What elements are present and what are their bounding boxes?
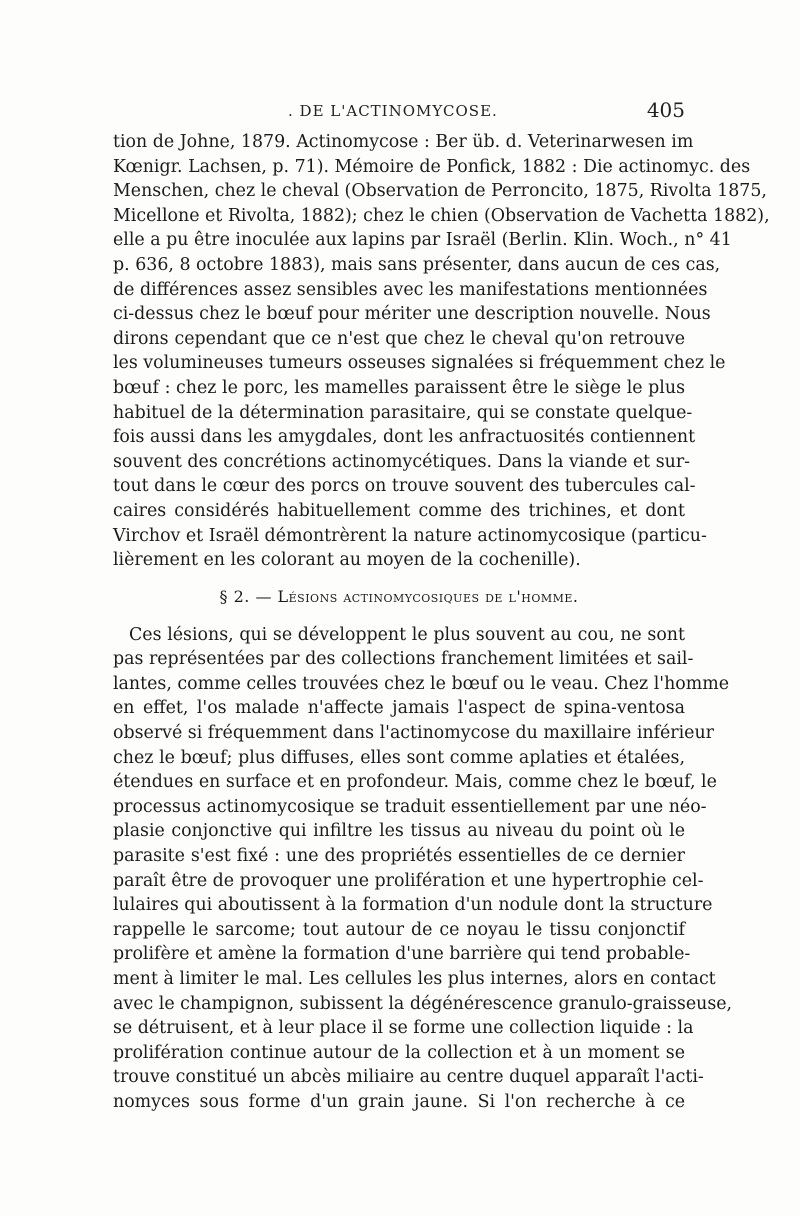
running-header	[113, 98, 685, 124]
text-line: ment à limiter le mal. Les cellules les plus internes, alors en contact	[113, 969, 716, 989]
text-line: avec le champignon, subissent la dégénérescence granulo-graisseuse,	[113, 993, 733, 1014]
text-line: Menschen, chez le cheval (Observation de Perroncito, 1875, Rivolta 1875,	[113, 181, 767, 202]
paragraph-1	[113, 130, 770, 573]
body-text	[113, 130, 770, 1115]
page-number: 405	[646, 98, 685, 122]
text-line: en effet, l'os malade n'affecte jamais l'aspect de spina-ventosa	[113, 698, 685, 719]
text-line: paraît être de provoquer une prolifération et une hypertrophie cel-	[113, 870, 704, 891]
text-line: les volumineuses tumeurs osseuses signalées si fréquemment chez le	[113, 353, 726, 374]
text-line: lulaires qui aboutissent à la formation d'un nodule dont la structure	[113, 895, 713, 916]
text-line: Virchov et Israël démontrèrent la nature actinomycosique (particu-	[113, 525, 707, 546]
text-line: lièrement en les colorant au moyen de la cochenille).	[113, 550, 581, 571]
text-line: tout dans le cœur des porcs on trouve souvent des tubercules cal-	[113, 476, 696, 497]
text-line: fois aussi dans les amygdales, dont les anfractuosités contiennent	[113, 427, 696, 448]
text-line: habituel de la détermination parasitaire, qui se constate quelque-	[113, 402, 693, 423]
text-line: pas représentées par des collections franchement limitées et sail-	[113, 649, 694, 670]
text-line: parasite s'est fixé : une des propriétés essentielles de ce dernier	[113, 846, 685, 867]
text-line: Kœnigr. Lachsen, p. 71). Mémoire de Ponfick, 1882 : Die actinomyc. des	[113, 156, 751, 177]
text-line: prolifération continue autour de la collection et à un moment se	[113, 1042, 685, 1063]
section-heading: § 2. — Lésions actinomycosiques de l'homme.	[219, 586, 579, 606]
text-line: ci-dessus chez le bœuf pour mériter une description nouvelle. Nous	[113, 304, 711, 325]
text-line: lantes, comme celles trouvées chez le bœuf ou le veau. Chez l'homme	[113, 673, 730, 694]
text-line: étendues en surface et en profondeur. Mais, comme chez le bœuf, le	[113, 772, 717, 793]
text-line: se détruisent, et à leur place il se forme une collection liquide : la	[113, 1018, 694, 1039]
text-line: processus actinomycosique se traduit essentiellement par une néo-	[113, 796, 707, 817]
text-line: Ces lésions, qui se développent le plus souvent au cou, ne sont	[129, 624, 685, 645]
text-line: tion de Johne, 1879. Actinomycose : Ber üb. d. Veterinarwesen im	[113, 132, 694, 152]
running-title: . DE L'ACTINOMYCOSE.	[288, 102, 498, 120]
text-line: elle a pu être inoculée aux lapins par Israël (Berlin. Klin. Woch., n° 41	[113, 230, 732, 251]
paragraph-2	[113, 623, 733, 1115]
text-line: trouve constitué un abcès miliaire au centre duquel apparaît l'acti-	[113, 1067, 704, 1088]
text-line: nomyces sous forme d'un grain jaune. Si l'on recherche à ce	[113, 1091, 685, 1112]
text-line: p. 636, 8 octobre 1883), mais sans présenter, dans aucun de ces cas,	[113, 254, 721, 275]
text-line: de différences assez sensibles avec les manifestations mentionnées	[113, 279, 708, 300]
text-line: prolifère et amène la formation d'une barrière qui tend probable-	[113, 944, 691, 965]
text-line: dirons cependant que ce n'est que chez le cheval qu'on retrouve	[113, 328, 685, 349]
text-line: souvent des concrétions actinomycétiques. Dans la viande et sur-	[113, 451, 691, 472]
text-line: Micellone et Rivolta, 1882); chez le chien (Observation de Vachetta 1882),	[113, 205, 770, 226]
text-line: chez le bœuf; plus diffuses, elles sont comme aplaties et étalées,	[113, 747, 685, 768]
text-line: observé si fréquemment dans l'actinomycose du maxillaire inférieur	[113, 723, 714, 744]
text-line: bœuf : chez le porc, les mamelles paraissent être le siège le plus	[113, 377, 685, 398]
text-line: rappelle le sarcome; tout autour de ce noyau le tissu conjonctif	[113, 919, 685, 940]
text-line: caires considérés habituellement comme des trichines, et dont	[113, 500, 685, 521]
text-line: plasie conjonctive qui infiltre les tissus au niveau du point où le	[113, 821, 685, 842]
